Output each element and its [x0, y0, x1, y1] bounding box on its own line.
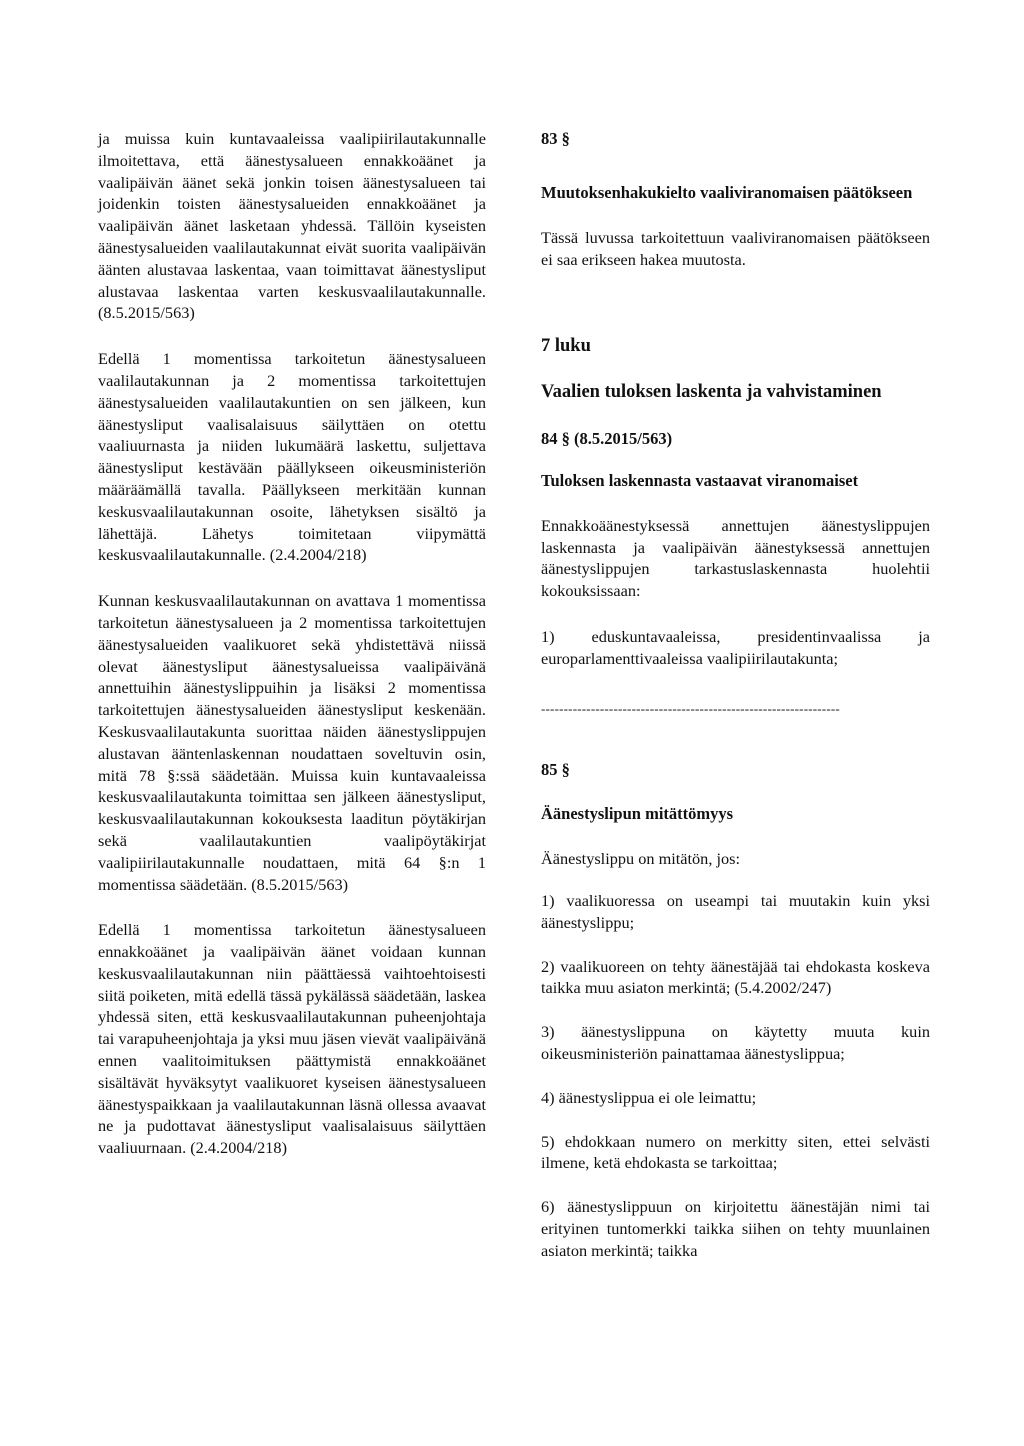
section-83-title: Muutoksenhakukielto vaaliviranomaisen päätökseen — [541, 182, 913, 202]
paragraph: ja muissa kuin kuntavaaleissa vaalipiirilautakunnalle ilmoitettava, että äänestysalueen ennakkoäänet ja vaalipäivän äänet sekä jonkin toisen äänestysalueen tai joidenkin toisten äänestysalueiden ennakkoäänet ja vaalipäivän äänet lasketaan yhdessä. Tällöin kyseisten äänestysalueiden vaalilautakunnat eivät suorita vaalipäivän äänten alustavaa laskentaa, vaan toimittavat äänestysliput alustavaa laskentaa varten keskusvaalilautakunnalle. (8.5.2015/563) — [98, 129, 486, 323]
paragraph: Edellä 1 momentissa tarkoitetun äänestysalueen ennakkoäänet ja vaalipäivän äänet voidaan kunnan keskusvaalilautakunnan niin päättäessä vaihtoehtoisesti siitä poiketen, mitä edellä tässä pykälässä säädetään, laskea yhdessä siten, että keskusvaalilautakunnan puheenjohtaja tai varapuheenjohtaja ja yksi muu jäsen vievät vaalipäivänä ennen vaalitoimituksen päättymistä ennakkoäänet sisältävät hyväksytyt vaalikuoret kyseisen äänestysalueen äänestyspaikkaan ja vaalilautakunnan läsnä ollessa avaavat ne ja pudottavat äänestysliput vaalisalaisuus säilyttäen vaaliuurnaan. (2.4.2004/218) — [98, 920, 486, 1158]
list-item: 1) vaalikuoressa on useampi tai muutakin kuin yksi äänestyslippu; — [541, 890, 930, 932]
chapter-number: 7 luku — [541, 336, 591, 357]
section-83-number: 83 § — [541, 129, 570, 148]
list-item: 4) äänestyslippua ei ole leimattu; — [541, 1087, 757, 1107]
section-84-intro: Ennakkoäänestyksessä annettujen äänestyslippujen laskennasta ja vaalipäivän äänestyksessä annettujen äänestyslippujen tarkastuslaskennasta huolehtii kokouksissaan: — [541, 515, 930, 601]
list-item: 5) ehdokkaan numero on merkitty siten, ettei selvästi ilmene, ketä ehdokasta se tarkoittaa; — [541, 1131, 930, 1173]
omission-divider: ------------------------------------------------------------------ — [541, 700, 840, 716]
section-85-title: Äänestyslipun mitättömyys — [541, 804, 734, 824]
section-84-number: 84 § (8.5.2015/563) — [541, 428, 673, 448]
paragraph: Edellä 1 momentissa tarkoitetun äänestysalueen vaalilautakunnan ja 2 momentissa tarkoitettujen äänestysalueiden vaalilautakuntien on sen jälkeen, kun äänestysliput vaalisalaisuus säilyttäen on otettu vaaliuurnasta ja niiden lukumäärä laskettu, suljettava äänestysliput kestävään päällykseen oikeusministeriön määräämällä tavalla. Päällykseen merkitään kunnan keskusvaalilautakunnan osoite, lähetyksen sisältö ja lähettäjä. Lähetys toimitetaan viipymättä keskusvaalilautakunnalle. (2.4.2004/218) — [98, 349, 486, 565]
paragraph: Kunnan keskusvaalilautakunnan on avattava 1 momentissa tarkoitetun äänestysalueen ja 2 momentissa tarkoitettujen äänestysalueiden vaalikuoret sekä yhdistettävä niissä olevat äänestysliput äänestysalueissa vaalipäivänä annettuihin äänestyslippuihin ja lisäksi 2 momentissa tarkoitettujen äänestysalueiden äänestysliput keskenään. Keskusvaalilautakunta suorittaa näiden äänestyslippujen alustavan ääntenlaskennan noudattaen soveltuvin osin, mitä 78 §:ssä säädetään. Muissa kuin kuntavaaleissa keskusvaalilautakunta toimittaa sen jälkeen äänestysliput, keskusvaalilautakunnan kokouksesta laaditun pöytäkirjan sekä vaalilautakuntien vaalipöytäkirjat vaalipiirilautakunnalle noudattaen, mitä 64 §:n 1 momentissa säädetään. (8.5.2015/563) — [98, 591, 486, 894]
section-83-text: Tässä luvussa tarkoitettuun vaaliviranomaisen päätökseen ei saa erikseen hakea muutosta. — [541, 227, 930, 269]
right-column — [541, 128, 930, 1262]
section-84-title: Tuloksen laskennasta vastaavat viranomaiset — [541, 470, 859, 490]
list-item: 3) äänestyslippuna on käytetty muuta kuin oikeusministeriön painattamaa äänestyslippua; — [541, 1022, 930, 1063]
section-84-item-1: 1) eduskuntavaaleissa, presidentinvaalissa ja europarlamenttivaaleissa vaalipiirilautakunta; — [541, 626, 930, 668]
list-item: 2) vaalikuoreen on tehty äänestäjää tai ehdokasta koskeva taikka muu asiaton merkintä; (5.4.2002/247) — [541, 956, 930, 998]
chapter-title: Vaalien tuloksen laskenta ja vahvistaminen — [541, 382, 882, 403]
section-85-intro: Äänestyslippu on mitätön, jos: — [541, 849, 740, 869]
list-item: 6) äänestyslippuun on kirjoitettu äänestäjän nimi tai erityinen tuntomerkki taikka siihen on tehty muunlainen asiaton merkintä; taikka — [541, 1197, 930, 1260]
section-85-number: 85 § — [541, 760, 570, 780]
left-column — [98, 128, 486, 1159]
